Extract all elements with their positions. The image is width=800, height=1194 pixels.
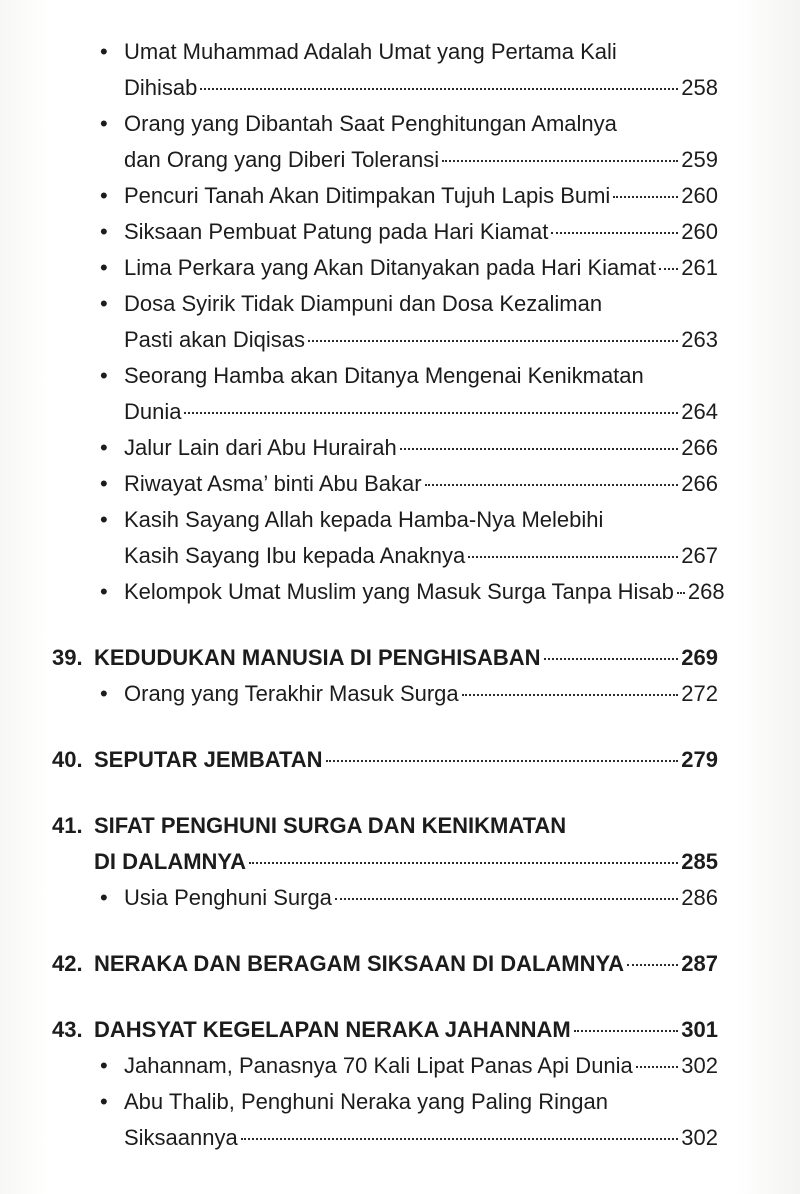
entry-title: Siksaan Pembuat Patung pada Hari Kiamat	[124, 219, 549, 244]
bullet-icon: •	[100, 219, 108, 244]
entry-line	[124, 70, 718, 106]
leader-dots	[462, 694, 679, 696]
page-number: 272	[681, 681, 718, 706]
leader-dots	[249, 862, 678, 864]
entry-title: dan Orang yang Diberi Toleransi	[124, 147, 440, 172]
toc-chapter	[52, 1012, 718, 1048]
toc-subentry	[52, 502, 718, 574]
toc-subentry	[52, 676, 718, 712]
toc-subentry	[52, 466, 718, 502]
entry-title: KEDUDUKAN MANUSIA DI PENGHISABAN	[94, 645, 541, 670]
page-number: 260	[681, 219, 718, 244]
section-gap	[52, 778, 718, 808]
entry-body	[100, 34, 718, 106]
leader-dots	[574, 1030, 679, 1032]
leader-dots	[613, 196, 678, 198]
entry-title: Orang yang Terakhir Masuk Surga	[124, 681, 459, 706]
bullet-icon: •	[100, 507, 108, 532]
leader-dots	[636, 1066, 678, 1068]
bullet-icon: •	[100, 681, 108, 706]
entry-line	[124, 1120, 718, 1156]
section-gap	[52, 610, 718, 640]
toc-subentry	[52, 214, 718, 250]
page-number: 264	[681, 399, 718, 424]
entry-body	[100, 574, 725, 610]
entry-line	[94, 844, 718, 880]
bullet-icon: •	[100, 435, 108, 460]
leader-dots	[184, 412, 678, 414]
toc-subentry	[52, 250, 718, 286]
entry-title: Siksaannya	[124, 1125, 238, 1150]
entry-title: Dosa Syirik Tidak Diampuni dan Dosa Kezaliman	[124, 291, 603, 316]
leader-dots	[400, 448, 679, 450]
bullet-icon: •	[100, 183, 108, 208]
bullet-icon: •	[100, 1053, 108, 1078]
entry-title: Orang yang Dibantah Saat Penghitungan Amalnya	[124, 111, 617, 136]
entry-body	[100, 1084, 718, 1156]
page-number: 302	[681, 1125, 718, 1150]
entry-body	[100, 676, 718, 712]
entry-title: Kasih Sayang Allah kepada Hamba-Nya Melebihi	[124, 507, 604, 532]
page-number: 286	[681, 885, 718, 910]
entry-line	[124, 34, 718, 70]
entry-body	[100, 178, 718, 214]
entry-body	[100, 502, 718, 574]
leader-dots	[468, 556, 678, 558]
leader-dots	[659, 268, 678, 270]
entry-line	[124, 880, 718, 916]
entry-title: Dunia	[124, 399, 182, 424]
entry-line	[124, 394, 718, 430]
section-gap	[52, 982, 718, 1012]
toc-subentry	[52, 286, 718, 358]
entry-line	[124, 502, 718, 538]
leader-dots	[326, 760, 679, 762]
entry-title: Umat Muhammad Adalah Umat yang Pertama Kali	[124, 39, 617, 64]
entry-line	[124, 1048, 718, 1084]
leader-dots	[425, 484, 679, 486]
entry-line	[124, 322, 718, 358]
entry-line	[124, 286, 718, 322]
entry-line	[124, 676, 718, 712]
entry-title: SEPUTAR JEMBATAN	[94, 747, 323, 772]
toc-subentry	[52, 106, 718, 178]
entry-title: Kasih Sayang Ibu kepada Anaknya	[124, 543, 466, 568]
entry-title: Usia Penghuni Surga	[124, 885, 332, 910]
bullet-icon: •	[100, 291, 108, 316]
toc-subentry	[52, 34, 718, 106]
page-number: 263	[681, 327, 718, 352]
leader-dots	[544, 658, 679, 660]
entry-body	[100, 430, 718, 466]
entry-body	[94, 640, 718, 676]
toc-chapter	[52, 640, 718, 676]
chapter-number: 42.	[52, 951, 83, 976]
page-number: 259	[681, 147, 718, 172]
toc-subentry	[52, 1048, 718, 1084]
entry-title: Jahannam, Panasnya 70 Kali Lipat Panas Api Dunia	[124, 1053, 633, 1078]
entry-title: Jalur Lain dari Abu Hurairah	[124, 435, 397, 460]
entry-title: Riwayat Asma’ binti Abu Bakar	[124, 471, 422, 496]
entry-body	[100, 466, 718, 502]
bullet-icon: •	[100, 885, 108, 910]
entry-line	[124, 430, 718, 466]
toc-chapter	[52, 946, 718, 982]
bullet-icon: •	[100, 363, 108, 388]
section-gap	[52, 712, 718, 742]
entry-body	[94, 1012, 718, 1048]
entry-line	[94, 742, 718, 778]
page-number: 287	[681, 951, 718, 976]
entry-body	[100, 106, 718, 178]
entry-title: Abu Thalib, Penghuni Neraka yang Paling Ringan	[124, 1089, 608, 1114]
entry-title: DI DALAMNYA	[94, 849, 246, 874]
page-number: 261	[681, 255, 718, 280]
entry-line	[124, 250, 718, 286]
toc-subentry	[52, 574, 725, 610]
entry-title: Seorang Hamba akan Ditanya Mengenai Kenikmatan	[124, 363, 644, 388]
entry-body	[94, 742, 718, 778]
bullet-icon: •	[100, 39, 108, 64]
entry-line	[124, 214, 718, 250]
leader-dots	[442, 160, 678, 162]
entry-title: Pasti akan Diqisas	[124, 327, 305, 352]
entry-line	[124, 466, 718, 502]
toc-subentry	[52, 358, 718, 430]
entry-body	[100, 286, 718, 358]
toc-chapter	[52, 742, 718, 778]
chapter-number: 41.	[52, 813, 83, 838]
entry-body	[94, 808, 718, 880]
entry-line	[94, 808, 718, 844]
bullet-icon: •	[100, 1089, 108, 1114]
leader-dots	[200, 88, 678, 90]
entry-title: NERAKA DAN BERAGAM SIKSAAN DI DALAMNYA	[94, 951, 625, 976]
chapter-number: 39.	[52, 645, 83, 670]
entry-body	[100, 1048, 718, 1084]
entry-title: DAHSYAT KEGELAPAN NERAKA JAHANNAM	[94, 1017, 571, 1042]
page-number: 279	[681, 747, 718, 772]
page-number: 268	[687, 579, 725, 604]
entry-line	[94, 946, 718, 982]
bullet-icon: •	[100, 471, 108, 496]
toc-subentry	[52, 1084, 718, 1156]
page-number: 269	[681, 645, 718, 670]
entry-line	[124, 178, 718, 214]
page-number: 260	[681, 183, 718, 208]
bullet-icon: •	[100, 579, 108, 604]
page-number: 267	[681, 543, 718, 568]
entry-body	[94, 946, 718, 982]
section-gap	[52, 916, 718, 946]
leader-dots	[308, 340, 678, 342]
entry-line	[94, 1012, 718, 1048]
entry-line	[124, 358, 718, 394]
entry-line	[124, 142, 718, 178]
bullet-icon: •	[100, 111, 108, 136]
page-number: 266	[681, 435, 718, 460]
bullet-icon: •	[100, 255, 108, 280]
entry-line	[124, 1084, 718, 1120]
entry-body	[100, 214, 718, 250]
entry-title: Kelompok Umat Muslim yang Masuk Surga Tanpa Hisab	[124, 579, 674, 604]
leader-dots	[335, 898, 678, 900]
table-of-contents	[52, 34, 725, 1156]
entry-line	[124, 574, 725, 610]
leader-dots	[677, 592, 685, 594]
entry-title: Pencuri Tanah Akan Ditimpakan Tujuh Lapis Bumi	[124, 183, 611, 208]
leader-dots	[551, 232, 678, 234]
entry-body	[100, 880, 718, 916]
entry-line	[124, 106, 718, 142]
page-number: 266	[681, 471, 718, 496]
page-number: 301	[681, 1017, 718, 1042]
entry-body	[100, 358, 718, 430]
leader-dots	[627, 964, 678, 966]
chapter-number: 43.	[52, 1017, 83, 1042]
toc-subentry	[52, 178, 718, 214]
toc-chapter	[52, 808, 718, 880]
leader-dots	[241, 1138, 679, 1140]
toc-subentry	[52, 880, 718, 916]
toc-subentry	[52, 430, 718, 466]
entry-title: Lima Perkara yang Akan Ditanyakan pada Hari Kiamat	[124, 255, 656, 280]
entry-line	[94, 640, 718, 676]
page-number: 258	[681, 75, 718, 100]
page-number: 285	[681, 849, 718, 874]
chapter-number: 40.	[52, 747, 83, 772]
entry-title: Dihisab	[124, 75, 198, 100]
entry-title: SIFAT PENGHUNI SURGA DAN KENIKMATAN	[94, 813, 567, 838]
entry-line	[124, 538, 718, 574]
page-number: 302	[681, 1053, 718, 1078]
entry-body	[100, 250, 718, 286]
